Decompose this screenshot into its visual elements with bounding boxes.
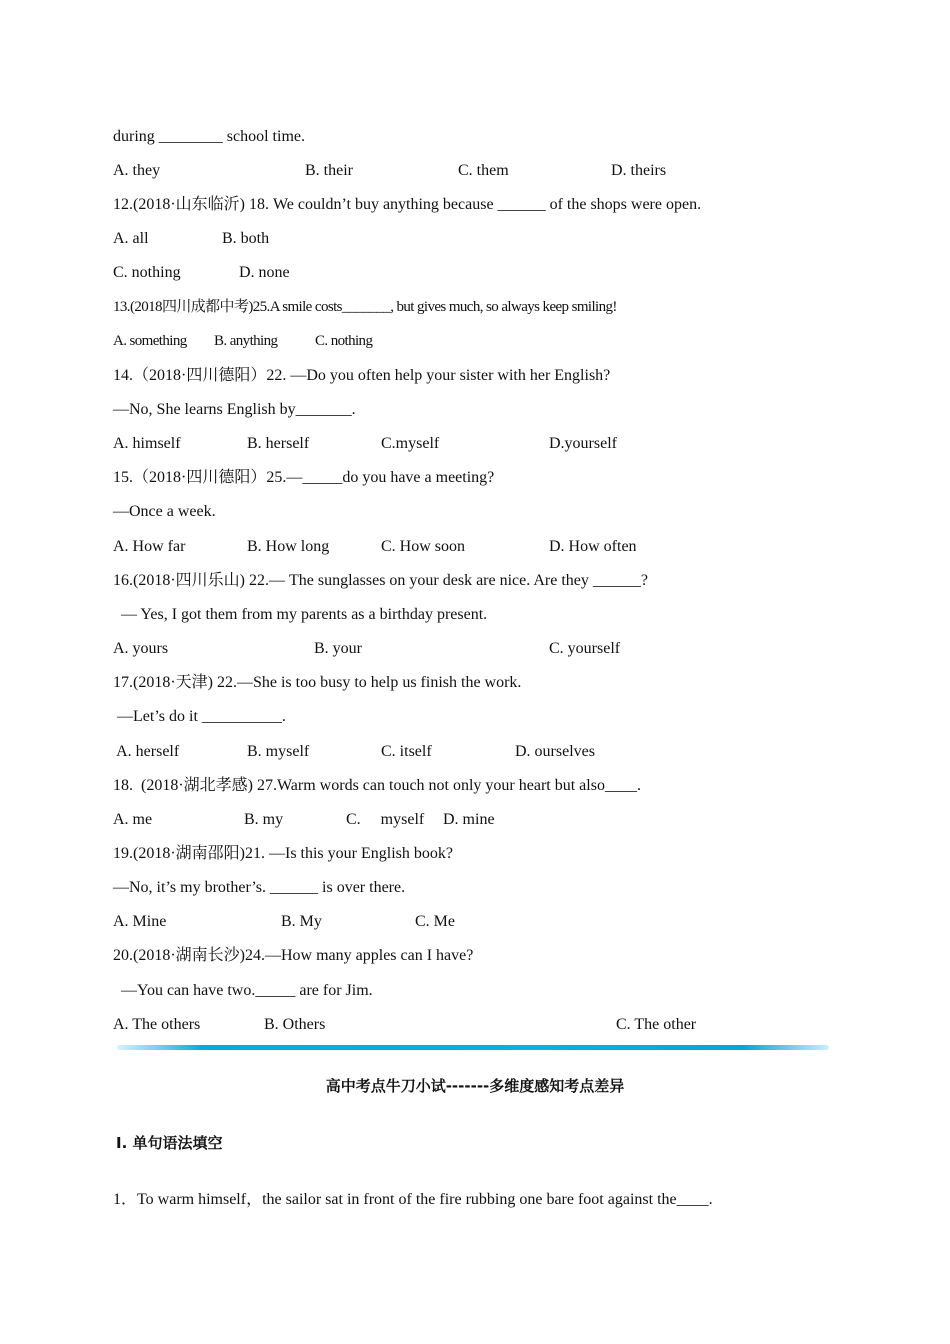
q12-option-c: C. nothing	[113, 264, 181, 281]
q11-option-d: D. theirs	[611, 162, 667, 179]
q13-option-b: B. anything	[214, 333, 278, 349]
question-11-stem: during ________ school time.	[113, 128, 305, 145]
q11-option-b: B. their	[305, 162, 353, 179]
q11-option-a: A. they	[113, 162, 161, 179]
question-12-stem: 12.(2018·山东临沂) 18. We couldn’t buy anything because ______ of the shops were open.	[113, 196, 702, 213]
q14-option-d: D.yourself	[549, 435, 617, 452]
q20-option-c: C. The other	[616, 1016, 697, 1033]
q18-option-c: C. myself	[346, 811, 425, 828]
section-question-1: 1．To warm himself，the sailor sat in front of the fire rubbing one bare foot against the____.	[113, 1191, 713, 1208]
q17-option-b: B. myself	[247, 743, 310, 760]
q16-option-b: B. your	[314, 640, 362, 657]
q14-option-c: C.myself	[381, 435, 440, 452]
question-20-stem: 20.(2018·湖南长沙)24.—How many apples can I have?	[113, 947, 474, 964]
q14-option-a: A. himself	[113, 435, 181, 452]
section-divider	[117, 1045, 829, 1050]
q18-option-b: B. my	[244, 811, 284, 828]
question-17-reply: —Let’s do it __________.	[113, 708, 286, 725]
question-15-reply: —Once a week.	[113, 503, 216, 520]
question-14-stem: 14.（2018·四川德阳）22. —Do you often help your sister with her English?	[113, 367, 611, 384]
question-19-stem: 19.(2018·湖南邵阳)21. —Is this your English book?	[113, 845, 453, 862]
q18-option-d: D. mine	[443, 811, 495, 828]
q16-option-a: A. yours	[113, 640, 169, 657]
question-15-stem: 15.（2018·四川德阳）25.—_____do you have a meeting?	[113, 469, 495, 486]
q17-option-a: A. herself	[113, 743, 180, 760]
q20-option-b: B. Others	[264, 1016, 326, 1033]
part-title: Ⅰ. 单句语法填空	[116, 1134, 223, 1152]
q12-option-b: B. both	[222, 230, 270, 247]
q13-option-a: A. something	[113, 333, 187, 349]
question-13-stem: 13.(2018四川成都中考)25.A smile costs_______, but gives much, so always keep smiling!	[113, 299, 617, 315]
q11-option-c: C. them	[458, 162, 509, 179]
q13-option-c: C. nothing	[315, 333, 373, 349]
question-16-stem: 16.(2018·四川乐山) 22.— The sunglasses on your desk are nice. Are they ______?	[113, 572, 649, 589]
q12-option-a: A. all	[113, 230, 149, 247]
question-16-reply: — Yes, I got them from my parents as a birthday present.	[113, 606, 488, 623]
q15-option-b: B. How long	[247, 538, 330, 555]
q14-option-b: B. herself	[247, 435, 310, 452]
q15-option-c: C. How soon	[381, 538, 466, 555]
q12-option-d: D. none	[239, 264, 290, 281]
question-19-reply: —No, it’s my brother’s. ______ is over there.	[113, 879, 406, 896]
q19-option-c: C. Me	[415, 913, 455, 930]
question-14-reply: —No, She learns English by_______.	[113, 401, 356, 418]
question-17-stem: 17.(2018·天津) 22.—She is too busy to help us finish the work.	[113, 674, 522, 691]
q20-option-a: A. The others	[113, 1016, 201, 1033]
q18-option-a: A. me	[113, 811, 153, 828]
q16-option-c: C. yourself	[549, 640, 621, 657]
q17-option-d: D. ourselves	[515, 743, 595, 760]
question-20-reply: —You can have two._____ are for Jim.	[113, 982, 373, 999]
section-title: 高中考点牛刀小试-------多维度感知考点差异	[325, 1077, 625, 1095]
q19-option-a: A. Mine	[113, 913, 167, 930]
question-18-stem: 18. (2018·湖北孝感) 27.Warm words can touch not only your heart but also____.	[113, 777, 641, 794]
q15-option-d: D. How often	[549, 538, 637, 555]
q19-option-b: B. My	[281, 913, 322, 930]
q15-option-a: A. How far	[113, 538, 186, 555]
q17-option-c: C. itself	[381, 743, 432, 760]
